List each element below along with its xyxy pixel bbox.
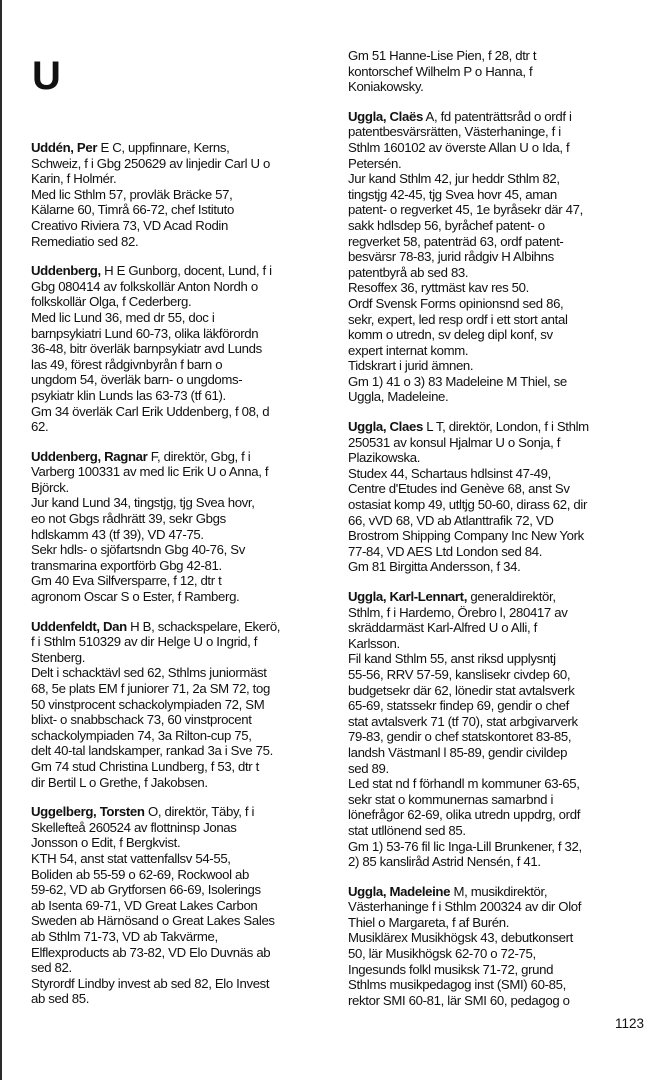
entry-line [31,464,337,480]
entry-line [31,589,337,605]
entry-line [348,667,654,683]
entry-line [31,619,337,635]
entry-line [31,650,337,666]
entry-text: Led stat nd f förhandl m kommuner 63-65, [348,776,580,792]
entry-line [31,527,337,543]
entry-text: las 49, förest rådgivnbyrån f barn o [31,356,223,372]
biography-entry [31,804,337,1007]
entry-line [348,124,654,140]
entry-text: Delt i schacktävl sed 62, Sthlms juniormäst [31,665,267,681]
entry-name: Uddenberg, [31,263,101,279]
entry-text: Jur kand Lund 34, tingstjg, tjg Svea hovr, [31,495,255,511]
entry-text: ab sed 85. [31,991,90,1007]
entry-text: Stenberg. [31,649,86,665]
entry-text: rektor SMI 60-81, lär SMI 60, pedagog o [348,992,570,1008]
entry-line [31,743,337,759]
entry-line [31,804,337,820]
entry-text: sed 89. [348,760,389,776]
entry-line [31,171,337,187]
entry-text: regverket 58, patenträd 63, ordf patent- [348,233,564,249]
entry-name: Uggla, Claes [348,419,423,435]
entry-text: H B, schackspelare, Ekerö, [126,618,281,634]
entry-line [348,389,654,405]
entry-text: Västerhaninge f i Sthlm 200324 av dir Olof [348,899,582,915]
entry-line [348,683,654,699]
entry-name: Uggla, Karl-Lennart, [348,589,468,604]
entry-line [348,466,654,482]
entry-line [31,495,337,511]
entry-line [348,343,654,359]
entry-text: H E Gunborg, docent, Lund, f i [100,263,272,279]
entry-line [31,156,337,172]
entry-text: patentbesvärsrätten, Västerhaninge, f i [348,124,561,140]
entry-line [31,929,337,945]
entry-text: O, direktör, Täby, f i [144,804,255,820]
entry-line [348,419,654,435]
entry-text: agronom Oscar S o Ester, f Ramberg. [31,589,240,605]
entry-line [31,851,337,867]
biography-entry [348,589,654,870]
entry-text: Ordf Svensk Forms opinionsnd sed 86, [348,295,564,311]
entry-line [31,898,337,914]
entry-line [348,729,654,745]
entry-text: Elflexproducts ab 73-82, VD Elo Duvnäs ab [31,944,271,960]
entry-line [348,249,654,265]
entry-text: Jonsson o Edit, f Bergkvist. [31,835,181,851]
entry-line [31,480,337,496]
biography-entry [348,419,654,575]
entry-line [31,867,337,883]
entry-text: Sekr hdls- o sjöfartsndn Gbg 40-76, Sv [31,542,245,558]
entry-text: sed 82. [31,960,72,976]
entry-line [348,358,654,374]
entry-text: Brostrom Shipping Company Inc New York [348,528,584,544]
entry-line [31,449,337,465]
entry-text: Resoffex 36, ryttmäst kav res 50. [348,280,529,296]
entry-line [31,820,337,836]
entry-line [348,435,654,451]
entry-text: Boliden ab 55-59 o 62-69, Rockwool ab [31,866,249,882]
entry-line [31,728,337,744]
entry-line [348,79,654,95]
entry-text: 2) 85 kanslіråd Astrid Nensén, f 41. [348,854,541,870]
entry-name: Uggla, Claës [348,108,423,124]
entry-line [31,357,337,373]
entry-text: Thiel o Margareta, f af Burén. [348,914,510,930]
entry-line [348,651,654,667]
entry-text: folkskollär Olga, f Cederberg. [31,294,192,310]
entry-text: Sthlms musikpedagog inst (SMI) 60-85, [348,977,566,993]
entry-text: 36-48, bitr överläk barnpsykiatr avd Lunds [31,341,262,357]
entry-line [348,839,654,855]
entry-line [348,823,654,839]
entry-text: schackolympiaden 74, 3a Rilton-cup 75, [31,727,252,743]
entry-line [31,404,337,420]
entry-text: Uggla, Madeleine. [348,389,449,405]
entry-text: 79-83, gendir o chef statskontoret 83-85, [348,729,572,745]
entry-line [348,698,654,714]
entry-line [348,234,654,250]
entry-line [348,280,654,296]
entry-text: ab Isenta 69-71, VD Great Lakes Carbon [31,897,258,913]
entry-text: 65-69, statssekr findep 69, gendir o chef [348,698,569,714]
entry-text: sekr stat o kommunernas samarbnd i [348,791,554,807]
left-column [31,140,337,1021]
entry-line [31,326,337,342]
section-letter: U [32,54,61,98]
entry-text: E C, uppfinnare, Kerns, [97,140,230,155]
entry-text: psykiatr klin Lunds las 63-73 (tf 61). [31,387,226,403]
entry-text: lönefrågor 62-69, olika utredn uppdrg, ordf [348,807,581,823]
entry-text: Sweden ab Härnösand o Great Lakes Sales [31,913,275,929]
entry-line [348,497,654,513]
entry-line [348,202,654,218]
entry-text: transmarina exportförb Gbg 42-81. [31,557,222,573]
entry-line [348,218,654,234]
entry-text: 55-56, RRV 57-59, kanslisekr civdep 60, [348,666,571,682]
biography-entry [348,884,654,1009]
entry-line [348,187,654,203]
biography-entry [31,619,337,791]
entry-line [348,156,654,172]
entry-line [348,636,654,652]
entry-line [31,775,337,791]
entry-line [348,528,654,544]
entry-text: Björck. [31,479,69,495]
entry-line [31,945,337,961]
right-column [348,48,654,1022]
entry-line [348,714,654,730]
entry-line [348,559,654,575]
entry-line [31,712,337,728]
entry-text: 68, 5e plats EM f juniorer 71, 2a SM 72, tog [31,681,270,696]
entry-line [31,542,337,558]
entry-text: Skellefteå 260524 av flottninsp Jonas [31,819,237,835]
entry-line [348,807,654,823]
entry-text: Fil kand Sthlm 55, anst riksd upplysntj [348,651,556,667]
entry-line [348,930,654,946]
entry-line [348,745,654,761]
entry-line [31,279,337,295]
entry-text: generaldirektör, [467,589,556,604]
biography-entry [348,109,654,405]
entry-text: landsh Västmanl l 85-89, gendir civildep [348,744,568,760]
entry-line [348,946,654,962]
entry-line [348,374,654,390]
entry-text: Gm 40 Eva Silfversparre, f 12, dtr t [31,573,222,589]
entry-line [348,48,654,64]
entry-text: M, musikdirektör, [450,883,548,899]
entry-text: Jur kand Sthlm 42, jur heddr Sthlm 82, [348,171,560,187]
entry-name: Uddén, Per [31,140,98,155]
entry-line [31,634,337,650]
entry-text: delt 40-tal landskamper, rankad 3a i Sve 75. [31,743,273,759]
entry-line [31,263,337,279]
entry-line [348,854,654,870]
entry-text: F, direktör, Gbg, f i [147,448,251,464]
entry-line [348,792,654,808]
entry-text: Petersén. [348,155,402,171]
entry-text: ungdom 54, överläk barn- o ungdoms- [31,372,243,388]
entry-text: skräddarmäst Karl-Alfred U o Alli, f [348,620,537,636]
entry-text: Gbg 080414 av folkskollär Anton Nordh o [31,278,258,294]
entry-line [31,140,337,156]
entry-text: ostasiat komp 49, utltjg 50-60, dirass 62, dir [348,497,587,513]
entry-name: Uggla, Madeleine [348,883,451,899]
biography-entry [348,48,654,95]
entry-text: Gm 34 överläk Carl Erik Uddenberg, f 08, d [31,403,270,419]
entry-text: expert internat komm. [348,342,469,358]
entry-text: 50, lär Musikhögsk 62-70 o 72-75, [348,946,536,962]
entry-line [348,962,654,978]
entry-line [348,140,654,156]
entry-line [31,187,337,203]
entry-line [348,171,654,187]
entry-line [31,218,337,234]
entry-text: komm o utredn, sv deleg dipl konf, sv [348,327,553,343]
entry-line [31,573,337,589]
entry-text: Karin, f Holmér. [31,171,117,187]
entry-text: Gm 74 stud Christina Lundberg, f 53, dtr t [31,758,259,774]
entry-line [348,544,654,560]
entry-text: kontorschef Wilhelm P o Hanna, f [348,63,533,79]
entry-line [31,681,337,697]
entry-text: besvärsr 78-83, jurid rådgiv H Albihns [348,249,554,265]
entry-text: KTH 54, anst stat vattenfallsv 54-55, [31,850,231,866]
entry-line [31,372,337,388]
entry-text: blixt- o snabbschack 73, 60 vinstprocent [31,712,252,728]
entry-text: eo not Gbgs rådhrätt 39, sekr Gbgs [31,511,226,527]
entry-line [348,993,654,1009]
entry-line [31,697,337,713]
entry-line [348,327,654,343]
entry-name: Uggelberg, Torsten [31,804,145,820]
entry-line [348,899,654,915]
entry-text: Karlsson. [348,635,400,651]
entry-line [348,296,654,312]
entry-text: Creativo Riviera 73, VD Acad Rodin [31,217,229,233]
entry-text: tingstjg 42-45, tjg Svea hovr 45, aman [348,186,557,202]
entry-text: 50 vinstprocent schackolympiaden 72, SM [31,696,265,712]
entry-line [348,109,654,125]
entry-text: Gm 51 Hanne-Lise Pien, f 28, dtr t [348,48,537,63]
entry-text: patentbyrå ab sed 83. [348,264,469,280]
entry-line [348,605,654,621]
entry-line [31,202,337,218]
entry-text: stat avtalsverk 71 (tf 70), stat arbgivarverk [348,713,578,729]
entry-text: 77-84, VD AES Ltd London sed 84. [348,543,543,559]
biography-entry [31,140,337,249]
page-number: 1123 [614,1016,644,1031]
entry-text: budgetsekr där 62, lönedir stat avtalsverk [348,682,575,698]
entry-line [31,388,337,404]
entry-text: 59-62, VD ab Grytforsen 66-69, Isolerings [31,882,261,898]
entry-line [31,913,337,929]
entry-line [348,884,654,900]
entry-line [31,665,337,681]
entry-line [348,977,654,993]
entry-text: 62. [31,419,49,435]
entry-line [348,589,654,605]
entry-text: stat utllönend sed 85. [348,822,466,838]
entry-line [348,513,654,529]
entry-line [348,481,654,497]
entry-line [31,341,337,357]
entry-text: Med lic Lund 36, med dr 55, doc i [31,309,215,325]
entry-line [348,915,654,931]
entry-line [348,776,654,792]
entry-text: Kälarne 60, Timrå 66-72, chef Istituto [31,202,234,218]
entry-text: Centre d'Etudes ind Genève 68, anst Sv [348,481,570,497]
entry-text: sakk hdlsdep 56, byråchef patent- o [348,217,545,233]
entry-text: Musiklärex Musikhögsk 43, debutkonsert [348,930,573,946]
entry-name: Uddenfeldt, Dan [31,618,127,634]
entry-text: L T, direktör, London, f i Sthlm [422,419,589,435]
entry-line [31,294,337,310]
entry-text: barnpsykiatri Lund 60-73, olika läkförordn [31,325,259,341]
entry-text: Styrordf Lindby invest ab sed 82, Elo Invest [31,975,270,991]
entry-line [31,419,337,435]
entry-text: Tidskrart i jurid ämnen. [348,358,474,374]
biography-entry [31,449,337,605]
entry-line [31,759,337,775]
entry-text: 66, vVD 68, VD ab Atlanttrafik 72, VD [348,512,554,528]
entry-text: Gm 81 Birgitta Andersson, f 34. [348,559,521,575]
entry-line [348,620,654,636]
entry-text: Sthlm, f i Hardemo, Örebro l, 280417 av [348,604,568,620]
entry-line [348,64,654,80]
entry-line [348,265,654,281]
entry-text: Med lic Sthlm 57, provläk Bräcke 57, [31,186,233,202]
entry-line [31,882,337,898]
entry-line [348,312,654,328]
entry-text: 250531 av konsul Hjalmar U o Sonja, f [348,434,561,450]
entry-text: sekr, expert, led resp ordf i ett stort antal [348,311,568,327]
entry-line [348,450,654,466]
entry-text: ab Sthlm 71-73, VD ab Takvärme, [31,928,218,944]
biography-entry [31,263,337,435]
entry-text: A, fd patenträttsråd o ordf i [422,108,572,124]
entry-text: Gm 1) 41 o 3) 83 Madeleine M Thiel, se [348,373,567,389]
entry-text: Plazikowska. [348,450,421,466]
entry-text: hdlskamm 43 (tf 39), VD 47-75. [31,526,204,542]
entry-line [31,960,337,976]
entry-text: dir Bertil L o Grethe, f Jakobsen. [31,774,208,790]
entry-line [31,991,337,1007]
entry-text: Schweiz, f i Gbg 250629 av linjedir Carl U o [31,155,270,171]
entry-text: f i Sthlm 510329 av dir Helge U o Ingrid, f [31,634,258,650]
entry-line [31,511,337,527]
entry-line [31,835,337,851]
entry-line [31,558,337,574]
entry-line [31,234,337,250]
entry-text: patent- o regverket 45, 1e byråsekr där 47, [348,202,583,218]
entry-text: Remediatio sed 82. [31,233,139,249]
entry-text: Gm 1) 53-76 fil lic Inga-Lill Brunkener, f 32, [348,838,582,854]
entry-line [31,310,337,326]
entry-line [348,761,654,777]
entry-text: Sthlm 160102 av överste Allan U o Ida, f [348,139,570,155]
entry-text: Varberg 100331 av med lic Erik U o Anna, f [31,464,269,480]
entry-name: Uddenberg, Ragnar [31,448,148,464]
entry-text: Koniakowsky. [348,79,424,95]
entry-line [31,976,337,992]
entry-text: Studex 44, Schartaus hdlsinst 47-49, [348,465,551,481]
entry-text: Ingesunds folkl musiksk 71-72, grund [348,961,554,977]
